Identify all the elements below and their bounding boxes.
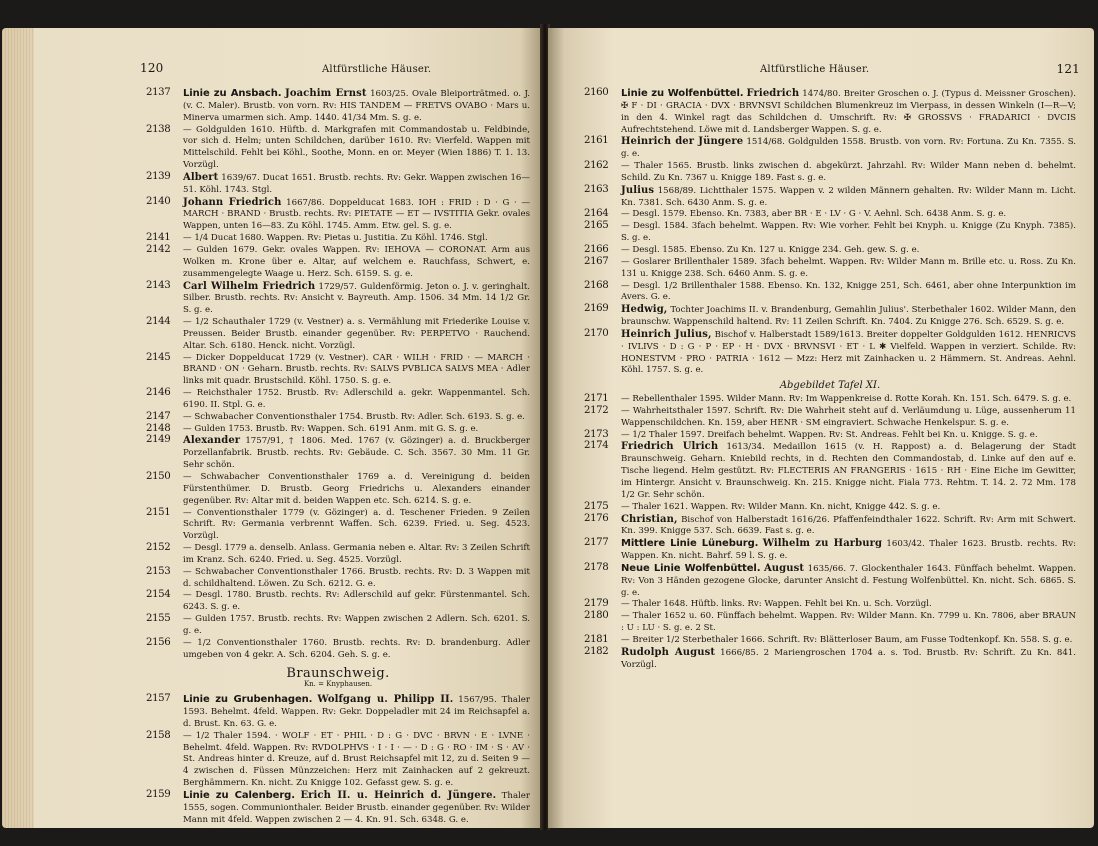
entry-body — [183, 424, 530, 436]
entry-description: — Goslarer Brillenthaler 1589. 3fach behelmt. Wappen. Rv: Wilder Mann m. Brille etc. u. Ross. Zu Kn. 131 u. Knigge 238. Sch. 6460 Anm. S. g. e. — [621, 256, 1076, 279]
plate-reference: Abgebildet Tafel XI. — [779, 380, 881, 392]
running-title: Altfürstliche Häuser. — [322, 64, 432, 75]
entry-body — [183, 435, 530, 472]
entry-ruler-name: August — [763, 562, 805, 574]
page-number: 120 — [140, 61, 164, 75]
catalog-entry — [584, 257, 1076, 281]
entry-ruler-name: Christian, — [621, 513, 678, 525]
entry-number: 2147 — [146, 410, 171, 422]
entry-number: 2153 — [146, 565, 171, 577]
entry-body — [621, 563, 1076, 600]
entry-description: Bischof von Halberstadt 1616/26. Pfaffenfeindthaler 1622. Schrift. Rv: Arm mit Schwert. Kn. 399. Knigge 537. Sch. 6639. Fast s. g. e. — [621, 514, 1076, 537]
right-page — [548, 28, 1094, 828]
entry-body — [183, 790, 530, 827]
entry-description: 1514/68. Goldgulden 1558. Brustb. von vorn. Rv: Fortuna. Zu Kn. 7355. S. g. e. — [621, 137, 1077, 160]
entry-description: — Desgl. 1585. Ebenso. Zu Kn. 127 u. Knigge 234. Geh. gew. S. g. e. — [621, 244, 920, 255]
entry-description: 1757/91, † 1806. Med. 1767 (v. Gözinger) a. d. Bruckberger Porzellanfabrik. Brustb. rechts. Rv: Gebäude. C. Sch. 3567. 30 Mm. 11 Gr. Sehr schön. — [183, 436, 530, 471]
entry-description: 1603/42. Thaler 1623. Brustb. rechts. Rv: Wappen. Kn. nicht. Bahrf. 59 l. S. g. e. — [621, 539, 1076, 562]
entry-number: 2168 — [584, 279, 609, 291]
entry-ruler-name: Erich II. u. Heinrich d. Jüngere. — [300, 789, 497, 801]
entry-description: Tochter Joachims II. v. Brandenburg, Gemahlin Julius'. Sterbethaler 1602. Wilder Mann, den braunschw. Wappenschild haltend. Rv: 11 Zeilen Schrift. Kn. 7404. Zu Knigge 276. Sch. 6529. S. g. e. — [621, 305, 1077, 328]
entry-description: — Gulden 1753. Brustb. Rv: Wappen. Sch. 6191 Anm. mit G. S. g. e. — [183, 423, 479, 434]
entry-description: — 1/2 Thaler 1597. Dreifach behelmt. Wappen. Rv: St. Andreas. Fehlt bei Kn. u. Knigge. S. g. e. — [621, 429, 1038, 440]
entry-number: 2174 — [584, 440, 609, 452]
entry-number: 2150 — [146, 471, 171, 482]
entry-body — [621, 514, 1076, 539]
right-page-content — [584, 88, 1076, 672]
catalog-entry — [146, 424, 530, 436]
entry-description: — Reichsthaler 1752. Brustb. Rv: Adlerschild a. gekr. Wappenmantel. Sch. 6190. II. Stpl. G. e. — [183, 388, 530, 410]
entry-description: — Desgl. 1/2 Brillenthaler 1588. Ebenso. Kn. 132, Knigge 251, Sch. 6461, aber ohne Interpunktion im Avers. G. e. — [621, 280, 1076, 303]
entry-body — [621, 88, 1076, 136]
entry-body — [183, 281, 530, 318]
entry-description: — 1/2 Conventionsthaler 1760. Brustb. rechts. Rv: D. brandenburg. Adler umgeben von 4 gekr. A. Sch. 6204. Geh. S. g. e. — [183, 637, 530, 660]
entry-heading: Mittlere Linie Lüneburg. — [621, 538, 759, 550]
entry-body — [183, 317, 530, 353]
catalog-entry — [146, 388, 530, 412]
catalog-entry — [584, 406, 1076, 430]
entry-number: 2140 — [146, 195, 171, 207]
entry-body — [621, 209, 1076, 221]
entry-list — [584, 394, 1076, 671]
entry-body — [621, 329, 1076, 377]
catalog-entry — [146, 590, 530, 614]
entry-body — [621, 185, 1076, 210]
entry-number: 2145 — [146, 351, 171, 363]
entry-description: — Desgl. 1780. Brustb. rechts. Rv: Adlerschild auf gekr. Fürstenmantel. Sch. 6243. S. g. e. — [183, 590, 530, 613]
entry-ruler-name: Wilhelm zu Harburg — [762, 538, 883, 550]
entry-number: 2178 — [584, 561, 609, 573]
catalog-entry — [584, 538, 1076, 563]
entry-number: 2154 — [146, 589, 171, 601]
entry-list — [146, 88, 530, 662]
catalog-entry — [146, 638, 530, 662]
catalog-entry — [584, 245, 1076, 257]
entry-description: — 1/2 Schauthaler 1729 (v. Vestner) a. s. Vermählung mit Friederike Louise v. Preussen. Beider Brustb. einander gegenüber. Rv: PERPETVO · Rauchend. Altar. Sch. 6180. Henck. nicht. Vorzügl. — [183, 317, 530, 351]
running-title: Altfürstliche Häuser. — [760, 64, 870, 75]
entry-number: 2155 — [146, 613, 171, 625]
catalog-entry — [584, 647, 1076, 672]
catalog-entry — [584, 502, 1076, 514]
entry-ruler-name: Johann Friedrich — [183, 196, 282, 208]
catalog-entry — [146, 172, 530, 197]
entry-description: 1474/80. Breiter Groschen o. J. (Typus d. Meissner Groschen). ✠ F · DI · GRACIA · DVX · BRVNSVI Schildchen Blumenkreuz im Vierpass, in dessen Winkeln (I—R—V; in den 4. Winkel ragt das Schildchen d. Umschrift. Rv: ✠ GROSSVS · FRADARICI · DVCIS Aufrechtstehend. Löwe mit d. Landsberger Wappen. S. g. e. — [621, 89, 1076, 135]
catalog-entry — [146, 281, 530, 318]
entry-number: 2149 — [146, 434, 171, 446]
catalog-entry — [584, 430, 1076, 442]
entry-body — [621, 430, 1076, 442]
entry-body — [183, 412, 530, 424]
entry-description: — Thaler 1648. Hüftb. links. Rv: Wappen. Fehlt bei Kn. u. Sch. Vorzügl. — [621, 599, 932, 610]
entry-body — [183, 125, 530, 172]
entry-body — [183, 245, 530, 281]
entry-number: 2171 — [584, 393, 609, 405]
section-title: Braunschweig. — [286, 665, 390, 681]
catalog-entry — [584, 611, 1076, 635]
entry-description: 1635/66. 7. Glockenthaler 1643. Fünffach behelmt. Wappen. Rv: Von 3 Händen gezogene Glocke, darunter Ansicht d. Festung Wolfenbüttel. Kn. nicht. Sch. 6865. S. g. e. — [621, 563, 1076, 598]
entry-number: 2151 — [146, 506, 171, 518]
entry-body — [621, 406, 1076, 430]
entry-body — [183, 353, 530, 389]
entry-description: 1568/89. Lichtthaler 1575. Wappen v. 2 wilden Männern gehalten. Rv: Wilder Mann m. Licht. Kn. 7381. Sch. 6430 Anm. S. g. e. — [621, 185, 1076, 208]
page-edge-stack — [2, 28, 34, 828]
entry-body — [621, 304, 1076, 329]
entry-heading: Linie zu Ansbach. — [183, 88, 282, 99]
catalog-entry — [146, 508, 530, 544]
entry-number: 2152 — [146, 542, 171, 554]
entry-description: — Desgl. 1779 a. denselb. Anlass. Germania neben e. Altar. Rv: 3 Zeilen Schrift im Kranz. Sch. 6240. Fried. u. Seg. 4525. Vorzügl. — [183, 543, 530, 565]
entry-body — [621, 647, 1076, 672]
entry-body — [183, 197, 530, 234]
entry-ruler-name: Heinrich Julius, — [621, 328, 712, 340]
entry-number: 2175 — [584, 500, 609, 512]
entry-heading: Neue Linie Wolfenbüttel. — [621, 562, 761, 574]
page-number: 121 — [1056, 62, 1080, 76]
entry-description: — 1/2 Thaler 1594. · WOLF · ET · PHIL · D : G · DVC · BRVN · E · LVNE · Behelmt. 4feld. Wappen. Rv: RVDOLPHVS · I · I · — · D : G · RO · IM · S · AV · St. Andreas hinter d. Kreuze, auf d. Brust Reichsapfel mit 12, zu d. Seiten 9 — 4 zwischen d. Füssen Münzzeichen: Herz mit Zainhacken auf 2 gekreuzt. Berghämmern. Kn. nicht. Zu Knigge 102. Gefasst gew. S. g. e. — [183, 730, 530, 789]
catalog-entry — [584, 441, 1076, 501]
book-spread — [2, 18, 1094, 836]
entry-heading: Linie zu Calenberg. — [183, 789, 295, 801]
entry-number: 2160 — [584, 87, 609, 98]
catalog-entry — [146, 245, 530, 281]
catalog-entry — [146, 731, 530, 790]
entry-description: — Schwabacher Conventionsthaler 1769 a. d. Vereinigung d. beiden Fürstenthümer. D. Brustb. Georg Friedrichs u. Alexanders einander gegenüber. Rv: Altar mit d. beiden Wappen etc. Sch. 6214. S. g. e. — [183, 472, 530, 506]
catalog-entry — [584, 281, 1076, 305]
entry-description: — Schwabacher Conventionsthaler 1766. Brustb. rechts. Rv: D. 3 Wappen mit d. schildhaltend. Löwen. Zu Sch. 6212. G. e. — [183, 566, 530, 589]
entry-body — [183, 388, 530, 412]
entry-number: 2181 — [584, 633, 609, 645]
entry-number: 2176 — [584, 512, 609, 524]
entry-body — [183, 172, 530, 197]
entry-number: 2161 — [584, 135, 609, 147]
entry-number: 2169 — [584, 303, 609, 315]
catalog-entry — [584, 599, 1076, 611]
entry-description: 1613/34. Medaillon 1615 (v. H. Rappost) a. d. Belagerung der Stadt Braunschweig. Geharn. Kniebild rechts, in d. Rechten den Commandostab, d. Linke auf den auf e. Tische liegend. Helm gestützt. Rv: FLECTERIS AN FRANGERIS · 1615 · RH · Eine Eiche im Gewitter, im Hintergr. Ansicht v. Braunschweig. Kn. 215. Knigge nicht. Fiala 773. Rehtm. T. 14. 2. 72 Mm. 178 1/2 Gr. Sehr schön. — [621, 442, 1077, 500]
catalog-entry — [146, 567, 530, 591]
entry-description: 1603/25. Ovale Bleiporträtmed. o. J. (v. C. Maler). Brustb. von vorn. Rv: HIS TANDEM — FRETVS OVABO · Mars u. Minerva umarmen sich. Amp. 1440. 41/34 Mm. S. g. e. — [183, 89, 530, 123]
entry-list — [146, 694, 530, 826]
entry-ruler-name: Carl Wilhelm Friedrich — [183, 280, 316, 292]
entry-ruler-name: Rudolph August — [621, 646, 716, 658]
entry-description: — Breiter 1/2 Sterbethaler 1666. Schrift. Rv: Blätterloser Baum, am Fusse Todtenkopf. Kn. 558. S. g. e. — [621, 634, 1073, 645]
entry-description: — Conventionsthaler 1779 (v. Gözinger) a. d. Teschener Frieden. 9 Zeilen Schrift. Rv: Germania verbrennt Waffen. Sch. 6239. Fried. u. Seg. 4523. Vorzügl. — [183, 507, 530, 542]
entry-description: Bischof v. Halberstadt 1589/1613. Breiter doppelter Goldgulden 1612. HENRICVS · IVLIVS · D : G · P · EP · H · DVX · BRVNSVI · ET · L ✱ Vielfeld. Wappen in verziert. Schilde. Rv: HONESTVM · PRO · PATRIA · 1612 — Mzz: Herz mit Zainhacken u. 2 Hämmern. St. Andreas. Aehnl. Köhl. 1757. S. g. e. — [621, 329, 1076, 376]
entry-ruler-name: Albert — [183, 171, 219, 183]
entry-ruler-name: Alexander — [183, 435, 241, 447]
entry-description: — Thaler 1565. Brustb. links zwischen d. abgekürzt. Jahrzahl. Rv: Wilder Mann neben d. behelmt. Schild. Zu Kn. 7367 u. Knigge 189. Fast s. g. e. — [621, 161, 1076, 183]
entry-description: — Wahrheitsthaler 1597. Schrift. Rv: Die Wahrheit steht auf d. Verläumdung u. Lüge, aussenherum 11 Wappenschildchen. Kn. 159, aber HENR · SM eingraviert. Schwache Henkelspur. S. g. e. — [621, 405, 1076, 428]
entry-body — [621, 441, 1076, 501]
entry-number: 2143 — [146, 279, 171, 291]
entry-description: — Schwabacher Conventionsthaler 1754. Brustb. Rv: Adler. Sch. 6193. S. g. e. — [183, 411, 525, 422]
entry-number: 2165 — [584, 220, 609, 232]
entry-number: 2164 — [584, 208, 609, 220]
entry-body — [183, 590, 530, 614]
entry-body — [183, 638, 530, 662]
entry-number: 2137 — [146, 87, 171, 98]
entry-description: 1729/57. Guldenförmig. Jeton o. J. v. geringhalt. Silber. Brustb. rechts. Rv: Ansicht v. Bayreuth. Amp. 1506. 34 Mm. 14 1/2 Gr. S. g. e. — [183, 281, 531, 316]
entry-number: 2157 — [146, 693, 171, 705]
catalog-entry — [146, 614, 530, 638]
catalog-entry — [146, 233, 530, 245]
entry-number: 2158 — [146, 729, 171, 741]
entry-number: 2138 — [146, 123, 171, 135]
entry-number: 2162 — [584, 160, 609, 172]
catalog-entry — [146, 353, 530, 389]
catalog-entry — [584, 209, 1076, 221]
catalog-entry — [146, 472, 530, 508]
entry-description: — Dicker Doppelducat 1729 (v. Vestner). CAR · WILH · FRID · — MARCH · BRAND · ON · Geharn. Brustb. rechts. Rv: SALVS PVBLICA SALVS MEA · Adler links mit quadr. Brustschild. Köhl. 1750. S. g. e. — [183, 352, 530, 387]
entry-description: — Desgl. 1584. 3fach behelmt. Wappen. Rv: Wie vorher. Fehlt bei Knyph. u. Knigge (Zu Knyph. 7385). S. g. e. — [621, 221, 1076, 244]
entry-number: 2139 — [146, 170, 171, 182]
entry-body — [183, 731, 530, 790]
entry-ruler-name: Friedrich — [746, 88, 800, 99]
catalog-entry — [146, 694, 530, 731]
entry-body — [183, 508, 530, 544]
entry-body — [621, 257, 1076, 281]
entry-body — [621, 599, 1076, 611]
entry-body — [621, 161, 1076, 185]
entry-body — [621, 245, 1076, 257]
entry-ruler-name: Friedrich Ulrich — [621, 441, 719, 453]
catalog-entry — [584, 304, 1076, 329]
entry-number: 2141 — [146, 232, 171, 244]
entry-description: — Desgl. 1579. Ebenso. Kn. 7383, aber BR · E · LV · G · V. Aehnl. Sch. 6438 Anm. S. g. e. — [621, 209, 1007, 220]
entry-number: 2167 — [584, 255, 609, 267]
entry-description: — Thaler 1621. Wappen. Rv: Wilder Mann. Kn. nicht, Knigge 442. S. g. e. — [621, 501, 941, 512]
left-page — [2, 28, 542, 828]
catalog-entry — [146, 125, 530, 172]
entry-body — [183, 694, 530, 731]
entry-body — [621, 281, 1076, 305]
entry-ruler-name: Hedwig, — [621, 304, 668, 316]
catalog-entry — [584, 221, 1076, 245]
entry-number: 2172 — [584, 404, 609, 416]
entry-description: — Goldgulden 1610. Hüftb. d. Markgrafen mit Commandostab u. Feldbinde, vor sich d. Helm; unten Schildchen, darüber 1610. Rv: Vierfeld. Wappen mit Mittelschild. Fehlt bei Köhl., Soothe, Monn. en or. Meyer (Wien 1886) T. 1. 13. Vorzügl. — [183, 124, 530, 171]
entry-number: 2144 — [146, 316, 171, 328]
catalog-entry — [584, 161, 1076, 185]
entry-description: 1639/67. Ducat 1651. Brustb. rechts. Rv: Gekr. Wappen zwischen 16—51. Köhl. 1743. Stgl. — [183, 172, 530, 195]
catalog-entry — [584, 635, 1076, 647]
entry-list — [584, 88, 1076, 377]
catalog-entry — [146, 317, 530, 353]
entry-heading: Linie zu Wolfenbüttel. — [621, 88, 744, 99]
entry-number: 2177 — [584, 537, 609, 549]
entry-body — [183, 567, 530, 591]
entry-body — [621, 394, 1076, 406]
catalog-entry — [584, 136, 1076, 161]
entry-body — [183, 543, 530, 567]
entry-ruler-name: Joachim Ernst — [284, 88, 367, 99]
entry-ruler-name: Heinrich der Jüngere — [621, 136, 744, 148]
entry-description: Thaler 1555, sogen. Communionthaler. Beider Brustb. einander gegenüber. Rv: Wilder Mann mit 4feld. Wappen zwischen 2 — 4. Kn. 91. Sch. 6348. G. e. — [183, 790, 531, 825]
catalog-entry — [584, 514, 1076, 539]
entry-number: 2170 — [584, 327, 609, 339]
catalog-entry — [584, 185, 1076, 210]
entry-description: — Rebellenthaler 1595. Wilder Mann. Rv: Im Wappenkreise d. Rotte Korah. Kn. 151. Sch. 6479. S. g. e. — [621, 394, 1072, 405]
entry-description: — 1/4 Ducat 1680. Wappen. Rv: Pietas u. Justitia. Zu Köhl. 1746. Stgl. — [183, 233, 488, 244]
entry-number: 2148 — [146, 422, 171, 434]
entry-body — [621, 611, 1076, 635]
entry-body — [621, 221, 1076, 245]
entry-description: — Gulden 1679. Gekr. ovales Wappen. Rv: IEHOVA — CORONAT. Arm aus Wolken m. Krone über e. Altar, auf welchem e. Rauchfass, Schwert, e. zusammengelegte Waage u. Herz. Sch. 6159. S. g. e. — [183, 244, 530, 279]
entry-description: 1567/95. Thaler 1593. Behelmt. 4feld. Wappen. Rv: Gekr. Doppeladler mit 24 im Reichsapfel a. d. Brust. Kn. 63. G. e. — [183, 695, 530, 729]
entry-body — [621, 538, 1076, 563]
entry-ruler-name: Wolfgang u. Philipp II. — [317, 694, 454, 706]
entry-description: — Thaler 1652 u. 60. Fünffach behelmt. Wappen. Rv: Wilder Mann. Kn. 7799 u. Kn. 7806, aber BRAUN : U : LU · S. g. e. 2 St. — [621, 611, 1076, 634]
catalog-entry — [146, 88, 530, 125]
entry-body — [183, 233, 530, 245]
entry-body — [183, 472, 530, 508]
catalog-entry — [146, 435, 530, 472]
entry-number: 2182 — [584, 645, 609, 657]
section-subtitle: Kn. = Knyphausen. — [303, 680, 373, 689]
entry-number: 2163 — [584, 183, 609, 195]
entry-body — [183, 88, 530, 125]
entry-body — [183, 614, 530, 638]
catalog-entry — [584, 563, 1076, 600]
entry-description: — Gulden 1757. Brustb. rechts. Rv: Wappen zwischen 2 Adlern. Sch. 6201. S. g. e. — [183, 614, 530, 636]
entry-number: 2142 — [146, 243, 171, 255]
entry-description: 1667/86. Doppelducat 1683. IOH : FRID : D · G · — MARCH · BRAND · Brustb. rechts. Rv: PIETATE — ET — IVSTITIA Gekr. ovales Wappen, unten 16—83. Zu Köhl. 1745. Amm. Etw. gel. S. g. e. — [183, 197, 531, 232]
entry-number: 2173 — [584, 428, 609, 440]
entry-body — [621, 502, 1076, 514]
entry-number: 2166 — [584, 243, 609, 255]
entry-number: 2146 — [146, 387, 171, 399]
entry-ruler-name: Julius — [621, 184, 655, 196]
catalog-entry — [584, 394, 1076, 406]
entry-body — [621, 635, 1076, 647]
catalog-entry — [584, 329, 1076, 377]
catalog-entry — [146, 197, 530, 234]
entry-number: 2156 — [146, 636, 171, 648]
catalog-entry — [146, 412, 530, 424]
entry-number: 2180 — [584, 610, 609, 622]
entry-description: 1666/85. 2 Mariengroschen 1704 a. s. Tod. Brustb. Rv: Schrift. Zu Kn. 841. Vorzügl. — [621, 647, 1077, 670]
catalog-entry — [146, 543, 530, 567]
entry-number: 2159 — [146, 788, 171, 800]
entry-heading: Linie zu Grubenhagen. — [183, 694, 313, 706]
catalog-entry — [584, 88, 1076, 136]
entry-body — [621, 136, 1076, 161]
left-page-content — [146, 88, 530, 826]
catalog-entry — [146, 790, 530, 827]
entry-number: 2179 — [584, 598, 609, 610]
